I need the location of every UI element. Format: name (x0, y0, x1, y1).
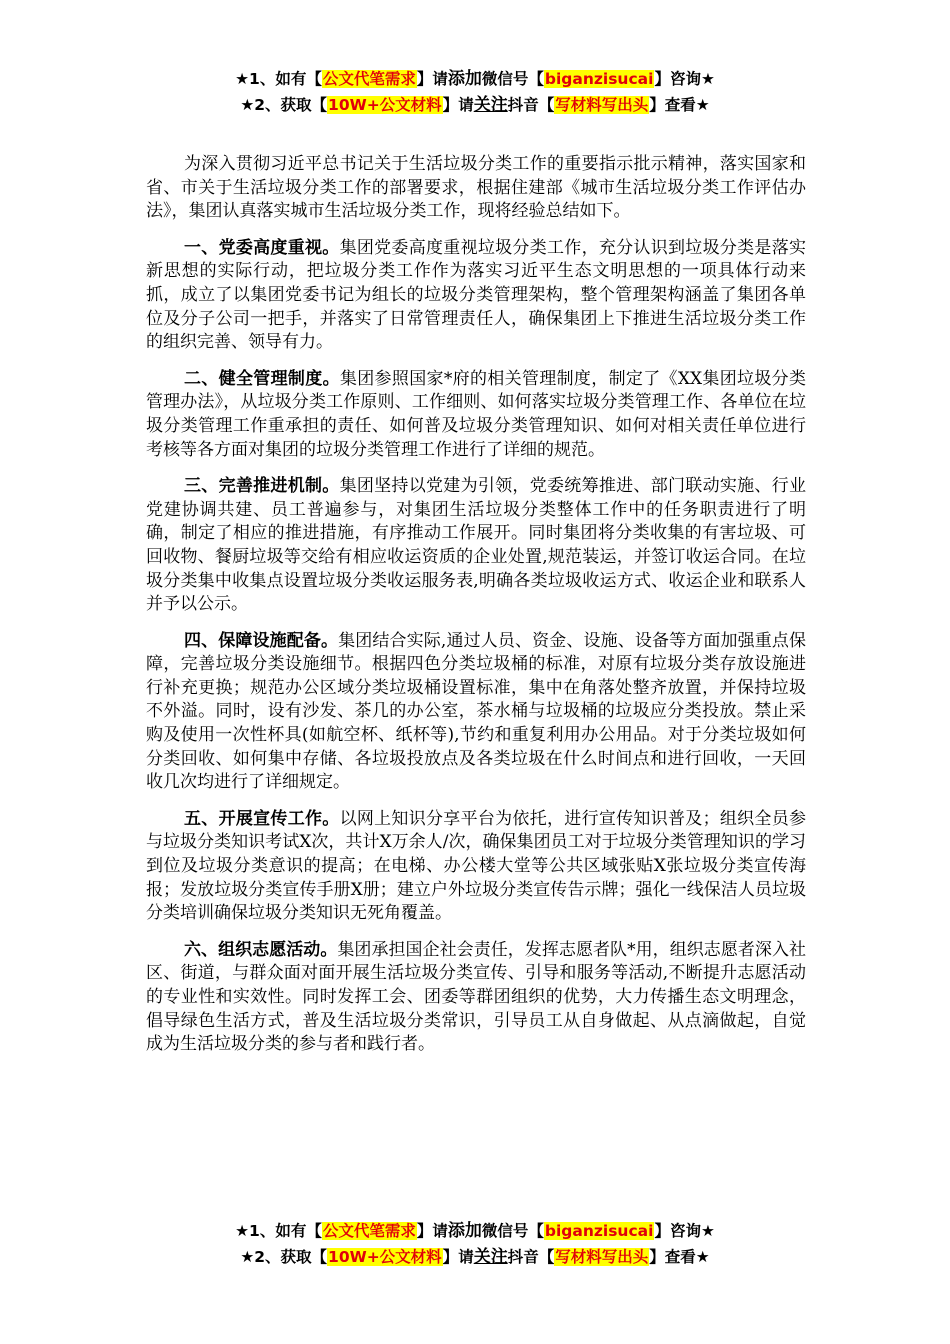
section-heading: 四、保障设施配备。 (184, 630, 339, 651)
highlight-materials: 10W+公文材料 (328, 96, 442, 114)
section-heading: 五、开展宣传工作。 (184, 808, 340, 829)
highlight-materials: 10W+公文材料 (328, 1248, 442, 1266)
intro-paragraph: 为深入贯彻习近平总书记关于生活垃圾分类工作的重要指示批示精神，落实国家和省、市关于生活垃圾分类工作的部署要求，根据住建部《城市生活垃圾分类工作评估办法》，集团认真落实城市生活垃圾分类工作，现将经验总结如下。 (146, 154, 806, 222)
section-paragraph (146, 630, 806, 795)
bottom-banner (0, 1218, 950, 1270)
section-text: 以网上知识分享平台为依托，进行宣传知识普及；组织全员参与垃圾分类知识考试X次，共计X万余人/次，确保集团员工对于垃圾分类管理知识的学习到位及垃圾分类意识的提高；在电梯、办公楼大堂等公共区域张贴X张垃圾分类宣传海报；发放垃圾分类宣传手册X册；建立户外垃圾分类宣传告示牌；强化一线保洁人员垃圾分类培训确保垃圾分类知识无死角覆盖。 (146, 808, 807, 924)
section-text: 集团承担国企社会责任，发挥志愿者队*用，组织志愿者深入社区、街道，与群众面对面开展生活垃圾分类宣传、引导和服务等活动,不断提升志愿活动的专业性和实效性。同时发挥工会、团委等群团组织的优势，大力传播生态文明理念，倡导绿色生活方式，普及生活垃圾分类常识，引导员工从自身做起、从点滴做起，自觉成为生活垃圾分类的参与者和践行者。 (146, 939, 806, 1055)
section-paragraph (146, 939, 806, 1057)
section-text: 集团坚持以党建为引领，党委统筹推进、部门联动实施、行业党建协调共建、员工普遍参与，对集团生活垃圾分类整体工作中的任务职责进行了明确，制定了相应的推进措施，有序推动工作展开。同时集团将分类收集的有害垃圾、可回收物、餐厨垃圾等交给有相应收运资质的企业处置,规范装运，并签订收运合同。在垃圾分类集中收集点设置垃圾分类收运服务表,明确各类垃圾收运方式、收运企业和联系人并予以公示。 (146, 476, 807, 615)
highlight-service: 公文代笔需求 (322, 70, 416, 88)
highlight-wechat-id: biganzisucai (544, 70, 654, 88)
section-text: 集团参照国家*府的相关管理制度，制定了《XX集团垃圾分类管理办法》，从垃圾分类工作原则、工作细则、如何落实垃圾分类管理工作、各单位在垃圾分类管理工作重承担的责任、如何普及垃圾分类管理知识、如何对相关责任单位进行考核等各方面对集团的垃圾分类管理工作进行了详细的规范。 (146, 368, 806, 460)
section-text: 集团结合实际,通过人员、资金、设施、设备等方面加强重点保障，完善垃圾分类设施细节。根据四色分类垃圾桶的标准，对原有垃圾分类存放设施进行补充更换；规范办公区域分类垃圾桶设置标准，集中在角落处整齐放置，并保持垃圾不外溢。同时，设有沙发、茶几的办公室，茶水桶与垃圾桶的垃圾应分类投放。禁止采购及使用一次性杯具(如航空杯、纸杯等),节约和重复利用办公用品。对于分类垃圾如何分类回收、如何集中存储、各垃圾投放点及各类垃圾在什么时间点和进行回收，一天回收几次均进行了详细规定。 (146, 630, 807, 793)
section-paragraph (146, 368, 806, 462)
document-body (146, 153, 806, 1070)
section-heading: 一、党委高度重视。 (184, 237, 340, 258)
highlight-service: 公文代笔需求 (322, 1222, 416, 1240)
highlight-douyin-account: 写材料写出头 (555, 1248, 649, 1266)
banner-line-2: ★2、获取【10W+公文材料】请关注抖音【写材料写出头】查看★ (240, 95, 710, 115)
highlight-wechat-id: biganzisucai (544, 1222, 654, 1240)
section-heading: 六、组织志愿活动。 (184, 939, 338, 960)
section-heading: 二、健全管理制度。 (184, 368, 340, 389)
section-paragraph (146, 237, 806, 355)
section-text: 集团党委高度重视垃圾分类工作，充分认识到垃圾分类是落实新思想的实际行动，把垃圾分类工作作为落实习近平生态文明思想的一项具体行动来抓，成立了以集团党委书记为组长的垃圾分类管理架构，整个管理架构涵盖了集团各单位及分子公司一把手，并落实了日常管理责任人，确保集团上下推进生活垃圾分类工作的组织完善、领导有力。 (146, 237, 807, 353)
section-heading: 三、完善推进机制。 (184, 476, 340, 497)
banner-line-2: ★2、获取【10W+公文材料】请关注抖音【写材料写出头】查看★ (240, 1247, 710, 1267)
top-banner (0, 66, 950, 118)
banner-line-1: ★1、如有【公文代笔需求】请添加微信号【biganzisucai】咨询★ (235, 1221, 715, 1241)
banner-line-1: ★1、如有【公文代笔需求】请添加微信号【biganzisucai】咨询★ (235, 69, 715, 89)
section-paragraph (146, 475, 806, 617)
section-paragraph (146, 808, 806, 926)
highlight-douyin-account: 写材料写出头 (555, 96, 649, 114)
